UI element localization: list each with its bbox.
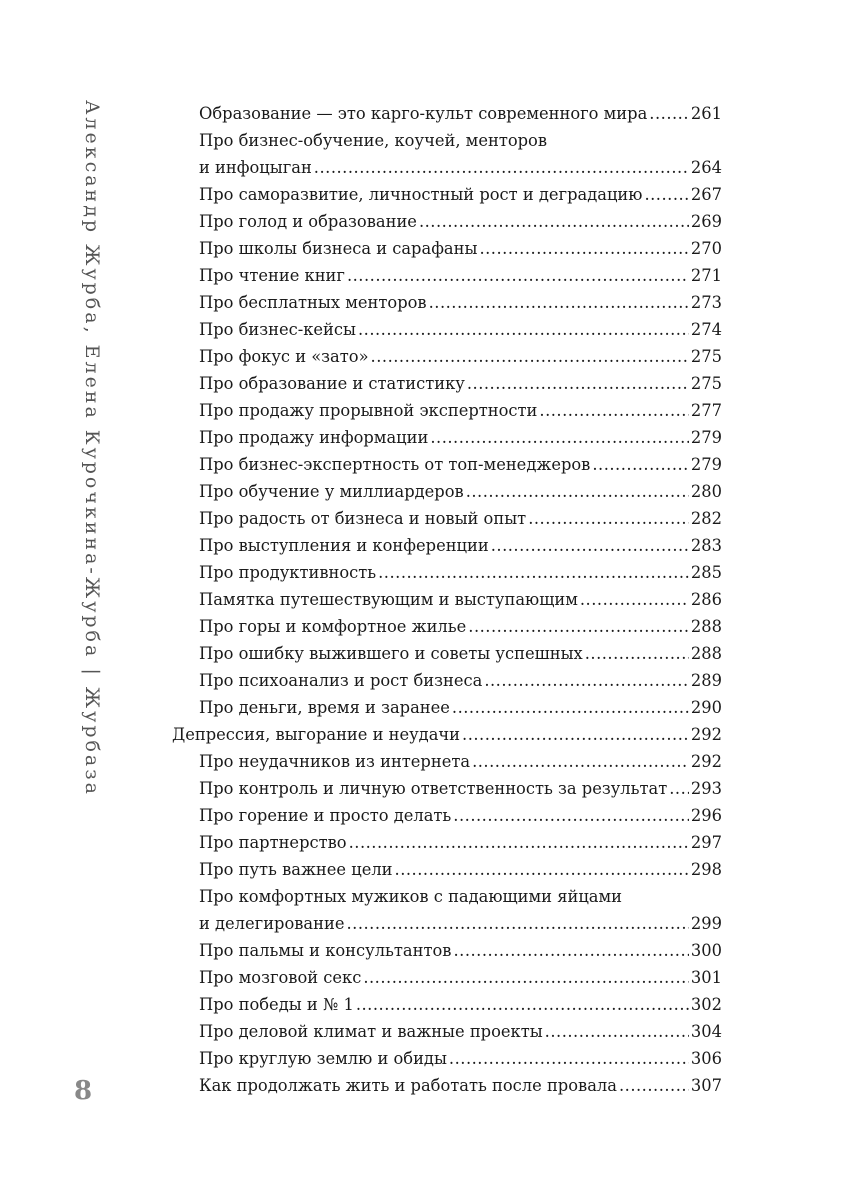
dot-leader xyxy=(669,775,689,802)
toc-entry-title: Про саморазвитие, личностный рост и деградацию xyxy=(199,185,643,204)
toc-entry[interactable] xyxy=(172,505,722,532)
toc-entry[interactable] xyxy=(172,451,722,478)
toc-entry-page: 307 xyxy=(690,1076,722,1095)
toc-entry[interactable] xyxy=(172,856,722,883)
dot-leader xyxy=(467,370,689,397)
toc-entry-title: Про фокус и «зато» xyxy=(199,347,369,366)
dot-leader xyxy=(592,451,689,478)
toc-entry-title: Про продуктивность xyxy=(199,563,377,582)
dot-leader xyxy=(363,964,689,991)
toc-entry[interactable] xyxy=(172,721,722,748)
dot-leader xyxy=(452,694,689,721)
toc-entry-page: 282 xyxy=(690,509,722,528)
toc-entry-page: 261 xyxy=(690,104,722,123)
toc-entry-page: 292 xyxy=(690,752,722,771)
toc-entry[interactable] xyxy=(172,559,722,586)
toc-entry[interactable] xyxy=(172,694,722,721)
toc-entry-title: Про мозговой секс xyxy=(199,968,362,987)
toc-entry[interactable] xyxy=(172,1018,722,1045)
dot-leader xyxy=(484,667,689,694)
toc-entry-page: 296 xyxy=(690,806,722,825)
toc-entry[interactable] xyxy=(172,1045,722,1072)
toc-entry-title: Про голод и образование xyxy=(199,212,417,231)
toc-entry-title: Про психоанализ и рост бизнеса xyxy=(199,671,483,690)
toc-entry-title: Про образование и статистику xyxy=(199,374,465,393)
toc-entry-page: 301 xyxy=(690,968,722,987)
toc-entry-page: 289 xyxy=(690,671,722,690)
toc-entry-title: Про бизнес-кейсы xyxy=(199,320,356,339)
toc-entry-title: Про горы и комфортное жилье xyxy=(199,617,467,636)
toc-entry-page: 293 xyxy=(690,779,722,798)
dot-leader xyxy=(453,802,689,829)
toc-entry-title: Про продажу информации xyxy=(199,428,429,447)
toc-entry-page: 283 xyxy=(690,536,722,555)
toc-entry[interactable] xyxy=(172,532,722,559)
toc-entry[interactable] xyxy=(172,775,722,802)
toc-entry-page: 286 xyxy=(690,590,722,609)
dot-leader xyxy=(378,559,689,586)
toc-entry-page: 275 xyxy=(690,374,722,393)
dot-leader xyxy=(585,640,689,667)
toc-entry-page: 304 xyxy=(690,1022,722,1041)
toc-entry[interactable] xyxy=(172,235,722,262)
toc-entry-page: 290 xyxy=(690,698,722,717)
toc-entry-title: Про партнерство xyxy=(199,833,347,852)
toc-entry-page: 302 xyxy=(690,995,722,1014)
toc-entry-page: 271 xyxy=(690,266,722,285)
toc-entry-title: Про путь важнее цели xyxy=(199,860,393,879)
toc-entry-page: 285 xyxy=(690,563,722,582)
toc-entry[interactable] xyxy=(172,316,722,343)
dot-leader xyxy=(453,937,688,964)
toc-entry-page: 280 xyxy=(690,482,722,501)
dot-leader xyxy=(349,829,689,856)
toc-entry-page: 274 xyxy=(690,320,722,339)
toc-entry[interactable] xyxy=(172,586,722,613)
toc-entry-title: Про выступления и конференции xyxy=(199,536,489,555)
toc-entry-page: 288 xyxy=(690,644,722,663)
dot-leader xyxy=(347,262,689,289)
toc-entry-page: 300 xyxy=(690,941,722,960)
dot-leader xyxy=(346,910,688,937)
toc-entry-title: Про горение и просто делать xyxy=(199,806,452,825)
toc-entry[interactable] xyxy=(172,613,722,640)
dot-leader xyxy=(466,478,689,505)
toc-entry-title: Про деньги, время и заранее xyxy=(199,698,450,717)
dot-leader xyxy=(545,1018,689,1045)
dot-leader xyxy=(468,613,689,640)
page-number: 8 xyxy=(74,1076,93,1106)
toc-entry[interactable] xyxy=(172,127,722,181)
toc-entry-page: 269 xyxy=(690,212,722,231)
toc-entry-page: 299 xyxy=(690,914,722,933)
toc-entry-page: 277 xyxy=(690,401,722,420)
toc-entry-title-first-line: Про бизнес-обучение, коучей, менторов xyxy=(199,131,548,150)
toc-entry-title: Памятка путешествующим и выступающим xyxy=(199,590,578,609)
toc-entry-title: Про победы и № 1 xyxy=(199,995,354,1014)
toc-entry-page: 275 xyxy=(690,347,722,366)
toc-entry-page: 297 xyxy=(690,833,722,852)
dot-leader xyxy=(644,181,688,208)
toc-entry-title: Про круглую землю и обиды xyxy=(199,1049,447,1068)
toc-entry-page: 292 xyxy=(690,725,722,744)
dot-leader xyxy=(479,235,688,262)
toc-entry-title: Как продолжать жить и работать после провала xyxy=(199,1076,617,1095)
toc-entry[interactable] xyxy=(172,100,722,127)
toc-entry[interactable] xyxy=(172,289,722,316)
dot-leader xyxy=(429,289,689,316)
toc-entry-title: Про продажу прорывной экспертности xyxy=(199,401,538,420)
toc-entry-title: и делегирование xyxy=(199,914,345,933)
toc-entry-page: 306 xyxy=(690,1049,722,1068)
running-title: Александр Журба, Елена Курочкина-Журба | Журбаза xyxy=(81,100,103,797)
toc-entry-title: и инфоцыган xyxy=(199,158,312,177)
toc-entry-page: 264 xyxy=(690,158,722,177)
toc-entry-page: 279 xyxy=(690,455,722,474)
dot-leader xyxy=(528,505,689,532)
dot-leader xyxy=(580,586,689,613)
toc-entry-title: Про контроль и личную ответственность за результат xyxy=(199,779,668,798)
toc-entry[interactable] xyxy=(172,964,722,991)
toc-entry[interactable] xyxy=(172,1072,722,1099)
dot-leader xyxy=(449,1045,689,1072)
toc-entry-title: Депрессия, выгорание и неудачи xyxy=(172,725,461,744)
toc-entry[interactable] xyxy=(172,370,722,397)
dot-leader xyxy=(371,343,689,370)
dot-leader xyxy=(619,1072,689,1099)
toc-entry-page: 273 xyxy=(690,293,722,312)
toc-entry[interactable] xyxy=(172,748,722,775)
toc-entry-title: Про школы бизнеса и сарафаны xyxy=(199,239,478,258)
toc-entry[interactable] xyxy=(172,478,722,505)
toc-entry-title: Про пальмы и консультантов xyxy=(199,941,452,960)
toc-entry-title: Про ошибку выжившего и советы успешных xyxy=(199,644,583,663)
toc-entry[interactable] xyxy=(172,262,722,289)
toc-entry[interactable] xyxy=(172,343,722,370)
toc-entry-title: Про чтение книг xyxy=(199,266,345,285)
dot-leader xyxy=(395,856,689,883)
toc-entry-title-first-line: Про комфортных мужиков с падающими яйцами xyxy=(199,887,623,906)
toc-entry[interactable] xyxy=(172,667,722,694)
toc-entry-title: Про бесплатных менторов xyxy=(199,293,427,312)
toc-entry[interactable] xyxy=(172,397,722,424)
table-of-contents xyxy=(172,100,722,1099)
toc-entry-page: 270 xyxy=(690,239,722,258)
dot-leader xyxy=(314,154,689,181)
dot-leader xyxy=(358,316,689,343)
toc-entry[interactable] xyxy=(172,181,722,208)
toc-entry-page: 288 xyxy=(690,617,722,636)
dot-leader xyxy=(419,208,689,235)
dot-leader xyxy=(649,100,689,127)
toc-entry-title: Про неудачников из интернета xyxy=(199,752,471,771)
toc-entry[interactable] xyxy=(172,937,722,964)
toc-entry[interactable] xyxy=(172,883,722,937)
toc-entry[interactable] xyxy=(172,208,722,235)
toc-entry[interactable] xyxy=(172,802,722,829)
toc-entry-title: Про бизнес-экспертность от топ-менеджеров xyxy=(199,455,591,474)
dot-leader xyxy=(462,721,689,748)
dot-leader xyxy=(472,748,689,775)
toc-entry-page: 279 xyxy=(690,428,722,447)
toc-entry-title: Образование — это карго-культ современного мира xyxy=(199,104,648,123)
toc-entry-page: 298 xyxy=(690,860,722,879)
dot-leader xyxy=(491,532,689,559)
toc-entry[interactable] xyxy=(172,829,722,856)
dot-leader xyxy=(356,991,689,1018)
toc-entry-title: Про радость от бизнеса и новый опыт xyxy=(199,509,527,528)
toc-entry[interactable] xyxy=(172,991,722,1018)
toc-entry[interactable] xyxy=(172,424,722,451)
dot-leader xyxy=(430,424,689,451)
dot-leader xyxy=(539,397,689,424)
toc-entry-title: Про обучение у миллиардеров xyxy=(199,482,464,501)
toc-entry-title: Про деловой климат и важные проекты xyxy=(199,1022,543,1041)
toc-entry-page: 267 xyxy=(690,185,722,204)
toc-entry[interactable] xyxy=(172,640,722,667)
